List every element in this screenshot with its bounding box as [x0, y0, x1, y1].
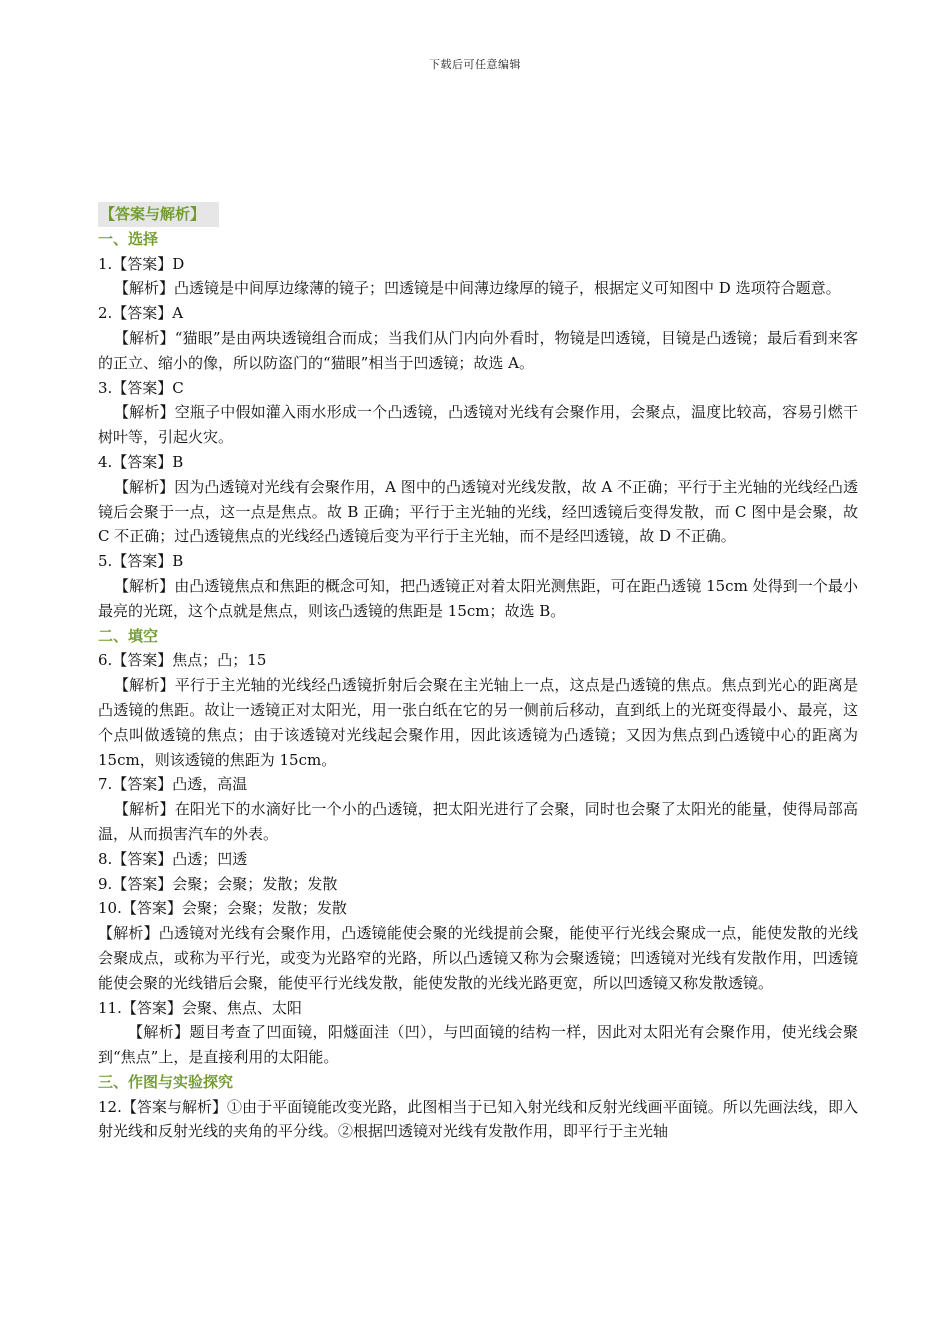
q10-analysis: 【解析】凸透镜对光线有会聚作用，凸透镜能使会聚的光线提前会聚，能使平行光线会聚成一点，能使发散的光线会聚成点，或称为平行光，或变为光路窄的光路，所以凸透镜又称为会聚透镜；凹透镜对光线有发散作用，凹透镜能使会聚的光线错后会聚，能使平行光线发散，能使发散的光线光路更宽，所以凹透镜又称发散透镜。	[98, 924, 858, 992]
q10-answer: 10.【答案】会聚；会聚；发散；发散	[98, 899, 347, 918]
q2-answer: 2.【答案】A	[98, 304, 184, 323]
q3-answer: 3.【答案】C	[98, 378, 184, 397]
q7-answer: 7.【答案】凸透，高温	[98, 775, 248, 794]
section-heading-choice: 一、选择	[98, 229, 159, 248]
q1-analysis: 【解析】凸透镜是中间厚边缘薄的镜子；凹透镜是中间薄边缘厚的镜子，根据定义可知图中 D 选项符合题意。	[114, 279, 841, 298]
q6-answer: 6.【答案】焦点；凸；15	[98, 651, 267, 670]
q4-analysis: 【解析】因为凸透镜对光线有会聚作用，A 图中的凸透镜对光线发散，故 A 不正确；平行于主光轴的光线经凸透镜后会聚于一点，这一点是焦点。故 B 正确；平行于主光轴的光线，经凹透镜后变得发散，而 C 图中是会聚，故 C 不正确；过凸透镜焦点的光线经凸透镜后变为平行于主光轴，而不是经凹透镜，故 D 不正确。	[98, 477, 858, 546]
q11-analysis: 【解析】题目考查了凹面镜，阳燧面洼（凹），与凹面镜的结构一样，因此对太阳光有会聚作用，使光线会聚到“焦点”上，是直接利用的太阳能。	[98, 1023, 858, 1067]
q8-answer: 8.【答案】凸透；凹透	[98, 849, 248, 868]
q1-answer: 1.【答案】D	[98, 254, 185, 273]
answer-document	[98, 202, 858, 1144]
page-header: 下载后可任意编辑	[429, 58, 521, 71]
q6-analysis: 【解析】平行于主光轴的光线经凸透镜折射后会聚在主光轴上一点，这点是凸透镜的焦点。焦点到光心的距离是凸透镜的焦距。故让一透镜正对太阳光，用一张白纸在它的另一侧前后移动，直到纸上的光斑变得最小、最亮，这个点叫做透镜的焦点；由于该透镜对光线起会聚作用，因此该透镜为凸透镜；又因为焦点到凸透镜中心的距离为 15cm，则该透镜的焦距为 15cm。	[98, 676, 858, 769]
q5-answer: 5.【答案】B	[98, 552, 184, 571]
answers-title: 【答案与解析】	[98, 202, 219, 227]
q2-analysis: 【解析】“猫眼”是由两块透镜组合而成；当我们从门内向外看时，物镜是凹透镜，目镜是凸透镜；最后看到来客的正立、缩小的像，所以防盗门的“猫眼”相当于凹透镜；故选 A。	[98, 328, 858, 372]
section-heading-fill: 二、填空	[98, 626, 159, 645]
q9-answer: 9.【答案】会聚；会聚；发散；发散	[98, 874, 338, 893]
q3-analysis: 【解析】空瓶子中假如灌入雨水形成一个凸透镜，凸透镜对光线有会聚作用，会聚点，温度比较高，容易引燃干树叶等，引起火灾。	[98, 403, 858, 447]
q5-analysis: 【解析】由凸透镜焦点和焦距的概念可知，把凸透镜正对着太阳光测焦距，可在距凸透镜 15cm 处得到一个最小最亮的光斑，这个点就是焦点，则该凸透镜的焦距是 15cm；故选 B。	[98, 576, 858, 620]
section-heading-drawing: 三、作图与实验探究	[98, 1072, 234, 1091]
q12-answer-analysis: 12.【答案与解析】①由于平面镜能改变光路，此图相当于已知入射光线和反射光线画平面镜。所以先画法线，即入射光线和反射光线的夹角的平分线。②根据凹透镜对光线有发散作用，即平行于主光轴	[98, 1097, 858, 1141]
q7-analysis: 【解析】在阳光下的水滴好比一个小的凸透镜，把太阳光进行了会聚，同时也会聚了太阳光的能量，使得局部高温，从而损害汽车的外表。	[98, 800, 858, 843]
q11-answer: 11.【答案】会聚、焦点、太阳	[98, 998, 302, 1017]
q4-answer: 4.【答案】B	[98, 452, 184, 471]
